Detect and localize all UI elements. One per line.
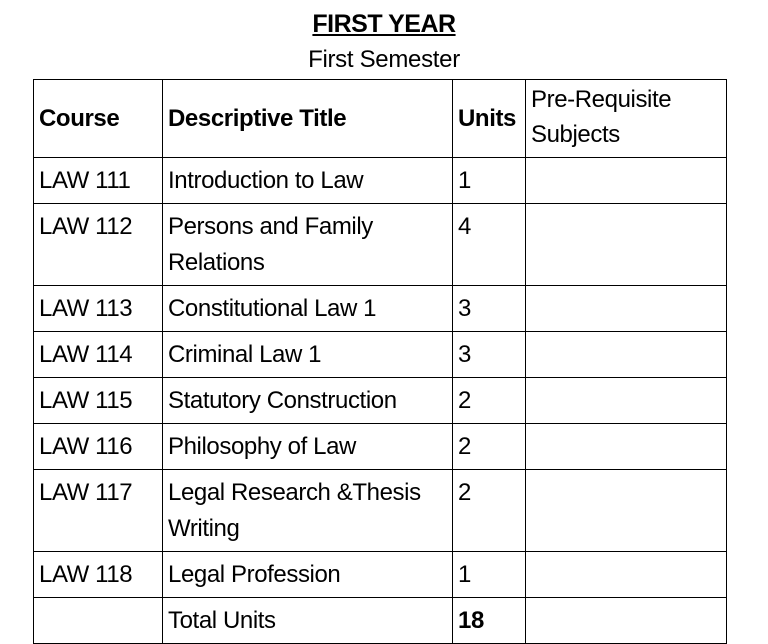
semester-subtitle: First Semester — [308, 46, 460, 73]
table-row — [34, 552, 727, 598]
table-row — [34, 286, 727, 332]
total-row — [34, 598, 727, 644]
course-title: Criminal Law 1 — [163, 332, 453, 378]
course-title: Constitutional Law 1 — [163, 286, 453, 332]
table-row — [34, 378, 727, 424]
total-value: 18 — [453, 598, 526, 644]
course-units: 1 — [453, 158, 526, 204]
course-title: Philosophy of Law — [163, 424, 453, 470]
course-code: LAW 111 — [34, 158, 163, 204]
course-code: LAW 115 — [34, 378, 163, 424]
course-prerequisite — [526, 332, 727, 378]
course-title: Legal Profession — [163, 552, 453, 598]
course-code: LAW 114 — [34, 332, 163, 378]
table-row — [34, 470, 727, 552]
course-title: Statutory Construction — [163, 378, 453, 424]
header-prerequisite: Pre-Requisite Subjects — [526, 80, 727, 158]
course-prerequisite — [526, 424, 727, 470]
course-code: LAW 116 — [34, 424, 163, 470]
course-units: 3 — [453, 286, 526, 332]
course-code: LAW 118 — [34, 552, 163, 598]
course-units: 1 — [453, 552, 526, 598]
header-descriptive-title: Descriptive Title — [163, 80, 453, 158]
total-empty-prereq — [526, 598, 727, 644]
course-title: Legal Research &Thesis Writing — [163, 470, 453, 552]
course-title: Introduction to Law — [163, 158, 453, 204]
course-prerequisite — [526, 552, 727, 598]
total-empty-cell — [34, 598, 163, 644]
table-row — [34, 204, 727, 286]
course-prerequisite — [526, 470, 727, 552]
curriculum-table — [33, 79, 727, 644]
course-code: LAW 112 — [34, 204, 163, 286]
course-units: 3 — [453, 332, 526, 378]
course-code: LAW 117 — [34, 470, 163, 552]
course-prerequisite — [526, 378, 727, 424]
table-row — [34, 424, 727, 470]
course-units: 4 — [453, 204, 526, 286]
course-units: 2 — [453, 424, 526, 470]
table-row — [34, 332, 727, 378]
total-label: Total Units — [163, 598, 453, 644]
course-units: 2 — [453, 378, 526, 424]
page-title: FIRST YEAR — [312, 10, 456, 38]
table-row — [34, 158, 727, 204]
course-prerequisite — [526, 204, 727, 286]
course-units: 2 — [453, 470, 526, 552]
course-title: Persons and Family Relations — [163, 204, 453, 286]
course-prerequisite — [526, 286, 727, 332]
course-code: LAW 113 — [34, 286, 163, 332]
course-prerequisite — [526, 158, 727, 204]
header-units: Units — [453, 80, 526, 158]
header-course: Course — [34, 80, 163, 158]
table-header-row — [34, 80, 727, 158]
